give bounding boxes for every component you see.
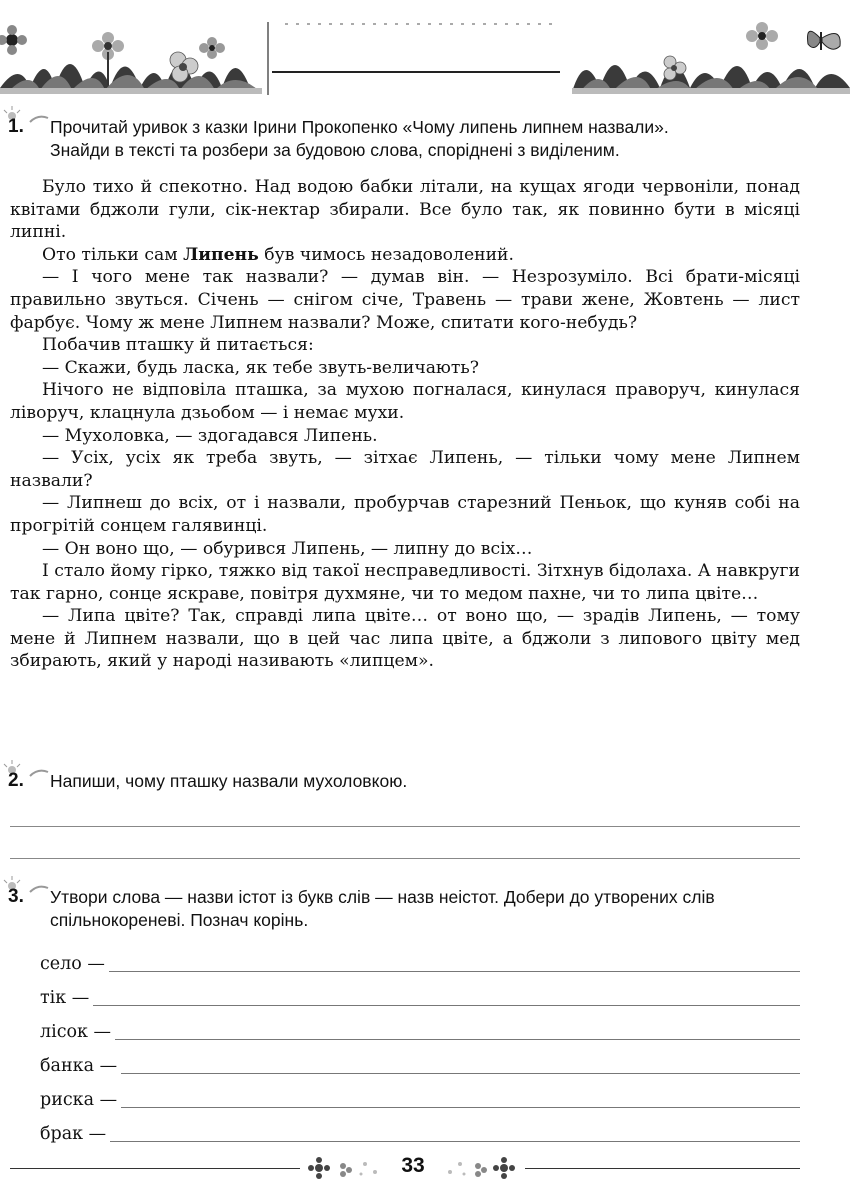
flower-ornament-icon (440, 1154, 520, 1182)
word-answer-row[interactable] (40, 1122, 800, 1146)
task-instruction: Напиши, чому пташку назвали мухоловкою. (50, 771, 408, 791)
word-label: брак — (40, 1124, 110, 1144)
highlighted-word: Липень (183, 244, 259, 265)
word-answer-row[interactable] (40, 1020, 800, 1044)
butterfly-icon (808, 31, 841, 50)
page-number: 33 (401, 1154, 425, 1177)
grass-border-right (572, 65, 850, 94)
instruction-line: Знайди в тексті та розбери за будовою слова, споріднені з виділеним. (50, 140, 620, 160)
story-paragraph: Було тихо й спекотно. Над водою бабки літали, на кущах ягоди червоніли, понад квітами бджоли гули, сік-нектар збирали. Все було так, як повинно бути в місяці липні. (10, 177, 800, 243)
task-instruction (50, 886, 818, 932)
page-footer (0, 1150, 850, 1190)
word-answer-row[interactable] (40, 1054, 800, 1078)
grass-border-left (0, 64, 262, 94)
task-2 (8, 770, 818, 793)
story-text (10, 176, 800, 673)
word-answer-row[interactable] (40, 986, 800, 1010)
name-field-box (268, 22, 560, 95)
task-1 (8, 116, 818, 162)
instruction-line: Прочитай уривок з казки Ірини Прокопенко «Чому липень липнем назвали». (50, 117, 669, 137)
story-paragraph: — Усіх, усіх як треба звуть, — зітхає Липень, — тільки чому мене Липнем назвали? (10, 448, 800, 491)
word-label: банка — (40, 1056, 121, 1076)
word-label: тік — (40, 988, 93, 1008)
answer-line[interactable] (10, 858, 800, 859)
story-paragraph: — Он воно що, — обурився Липень, — липну до всіх… (42, 538, 533, 559)
flower-ornament-icon (305, 1154, 385, 1182)
word-label: село — (40, 954, 109, 974)
word-answer-row[interactable] (40, 1088, 800, 1112)
instruction-line: спільнокореневі. Познач корінь. (50, 910, 309, 930)
flower-icon (746, 22, 778, 50)
story-paragraph: — Липа цвіте? Так, справді липа цвіте… от воно що, — зрадів Липень, — тому мене й Липнем назвали, що в цей час липа цвіте, а бджоли з липового цвіту мед збирають, який у народі називають «липцем». (10, 606, 800, 672)
story-paragraph: Побачив пташку й питається: (42, 335, 314, 356)
footer-rule (10, 1168, 300, 1169)
story-paragraph: — Скажи, будь ласка, як тебе звуть-величають? (42, 357, 479, 378)
footer-rule (525, 1168, 800, 1169)
story-paragraph: — Мухоловка, — здогадався Липень. (42, 425, 378, 446)
story-paragraph: Ото тільки сам Липень був чимось незадоволений. (42, 244, 514, 265)
task-number: 1. (8, 116, 24, 137)
task-3 (8, 886, 818, 932)
word-answer-row[interactable] (40, 952, 800, 976)
flower-icon (0, 25, 27, 55)
task-number: 2. (8, 770, 24, 791)
header-decoration (0, 0, 850, 100)
story-paragraph: — І чого мене так назвали? — думав він. — Незрозуміло. Всі брати-місяці правильно звуться. Січень — снігом січе, Травень — трави жене, Жовтень — лист фарбує. Чому ж мене Липнем назвали? Може, спитати кого-небудь? (10, 267, 800, 333)
word-label: риска — (40, 1090, 121, 1110)
task-number: 3. (8, 886, 24, 907)
word-label: лісок — (40, 1022, 115, 1042)
answer-line[interactable] (10, 826, 800, 827)
flower-icon (199, 37, 225, 59)
story-paragraph: — Липнеш до всіх, от і назвали, пробурчав старезний Пеньок, що куняв собі на прогрітій сонцем галявинці. (10, 493, 800, 536)
story-paragraph: Нічого не відповіла пташка, за мухою погналася, кинулася праворуч, кинулася ліворуч, клацнула дзьобом — і немає мухи. (10, 380, 800, 423)
instruction-line: Утвори слова — назви істот із букв слів — назв неістот. Добери до утворених слів (50, 887, 715, 907)
story-paragraph: І стало йому гірко, тяжко від такої несправедливості. Зітхнув бідолаха. А навкруги так гарно, сонце яскраве, повітря духмяне, чи то медом пахне, чи то липа цвіте… (10, 561, 800, 604)
task-instruction (50, 116, 818, 162)
